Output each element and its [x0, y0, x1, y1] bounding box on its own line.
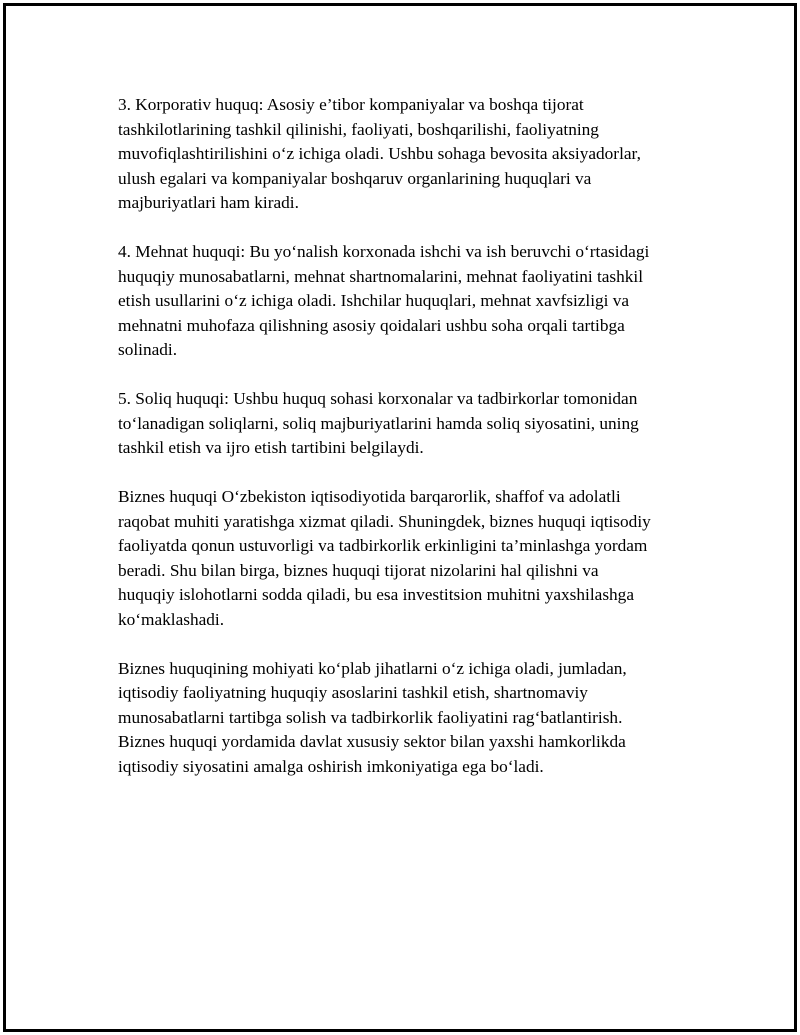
- text-line: faoliyatda qonun ustuvorligi va tadbirkorlik erkinligini ta’minlashga yordam: [118, 536, 648, 555]
- text-line: Biznes huquqi O‘zbekiston iqtisodiyotida barqarorlik, shaffof va adolatli: [118, 487, 621, 506]
- text-line: huquqiy munosabatlarni, mehnat shartnomalarini, mehnat faoliyatini tashkil: [118, 266, 644, 286]
- paragraph-business-law-essence: [118, 657, 698, 780]
- text-line: mehnatni muhofaza qilishning asosiy qoidalari ushbu soha orqali tartibga: [118, 315, 625, 335]
- text-line: 3. Korporativ huquq: Asosiy e’tibor kompaniyalar va boshqa tijorat: [118, 95, 584, 114]
- text-line: ulush egalari va kompaniyalar boshqaruv organlarining huquqlari va: [118, 168, 592, 188]
- text-line: beradi. Shu bilan birga, biznes huquqi tijorat nizolarini hal qilishni va: [118, 560, 599, 580]
- text-line: huquqiy islohotlarni sodda qiladi, bu esa investitsion muhitni yaxshilashga: [118, 585, 634, 604]
- paragraph-corporate-law: [118, 93, 698, 216]
- text-line: ko‘maklashadi.: [118, 609, 225, 629]
- text-line: tashkilotlarining tashkil qilinishi, faoliyati, boshqarilishi, faoliyatning: [118, 119, 599, 139]
- text-line: Biznes huquqining mohiyati ko‘plab jihatlarni o‘z ichiga oladi, jumladan,: [118, 658, 627, 678]
- text-line: solinadi.: [118, 340, 178, 359]
- text-line: tashkil etish va ijro etish tartibini belgilaydi.: [118, 438, 424, 457]
- text-line: 4. Mehnat huquqi: Bu yo‘nalish korxonada ishchi va ish beruvchi o‘rtasidagi: [118, 242, 650, 261]
- text-line: raqobat muhiti yaratishga xizmat qiladi. Shuningdek, biznes huquqi iqtisodiy: [118, 511, 651, 531]
- text-line: muvofiqlashtirilishini o‘z ichiga oladi. Ushbu sohaga bevosita aksiyadorlar,: [118, 144, 641, 163]
- text-line: iqtisodiy faoliyatning huquqiy asoslarini tashkil etish, shartnomaviy: [118, 683, 588, 702]
- text-line: to‘lanadigan soliqlarni, soliq majburiyatlarini hamda soliq siyosatini, uning: [118, 413, 639, 433]
- document-body: [118, 93, 698, 804]
- text-line: 5. Soliq huquqi: Ushbu huquq sohasi korxonalar va tadbirkorlar tomonidan: [118, 389, 638, 408]
- paragraph-tax-law: [118, 387, 698, 461]
- text-line: munosabatlarni tartibga solish va tadbirkorlik faoliyatini rag‘batlantirish.: [118, 707, 623, 727]
- text-line: Biznes huquqi yordamida davlat xususiy sektor bilan yaxshi hamkorlikda: [118, 732, 626, 751]
- text-line: iqtisodiy siyosatini amalga oshirish imkoniyatiga ega bo‘ladi.: [118, 756, 544, 776]
- paragraph-business-law-role: [118, 485, 698, 632]
- paragraph-labor-law: [118, 240, 698, 363]
- text-line: etish usullarini o‘z ichiga oladi. Ishchilar huquqlari, mehnat xavfsizligi va: [118, 291, 630, 310]
- text-line: majburiyatlari ham kiradi.: [118, 193, 299, 212]
